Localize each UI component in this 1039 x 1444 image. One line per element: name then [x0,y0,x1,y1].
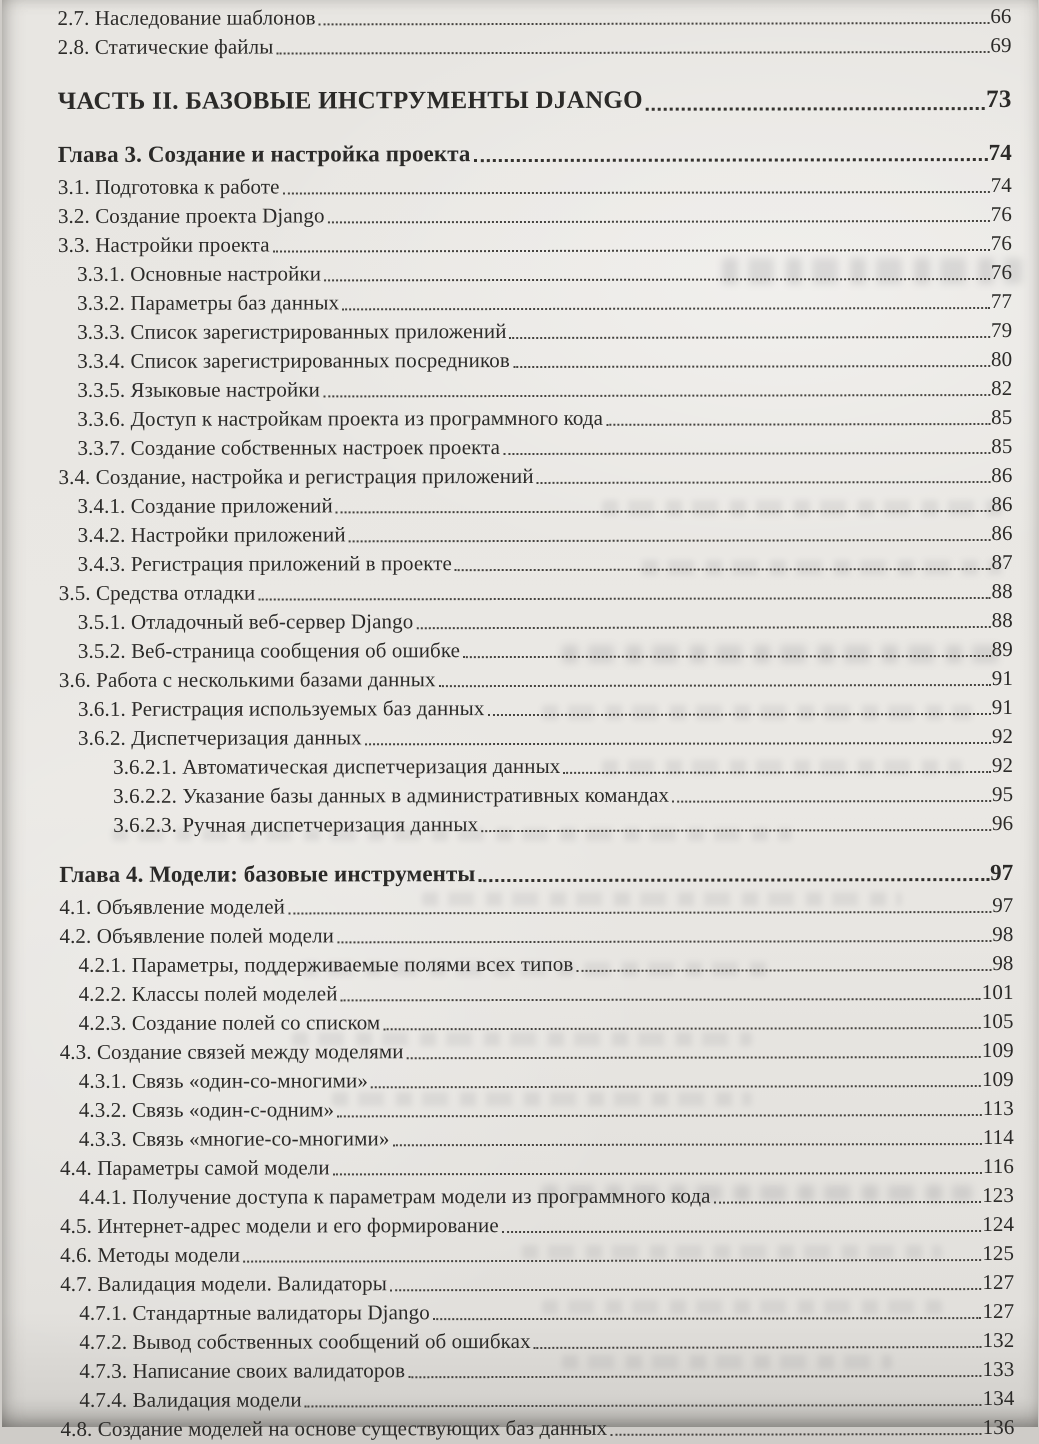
toc-entry-page: 134 [982,1385,1014,1411]
dot-leader [370,1085,980,1088]
dot-leader [327,220,989,223]
dot-leader [342,307,990,310]
toc-entry [58,490,1012,521]
toc-entry-page: 97 [989,859,1013,886]
toc-entry-label: 4.2.2. Классы полей моделей [78,981,338,1006]
toc-entry-label: 3.6.2.3. Ручная диспетчеризация данных [112,812,478,837]
dot-leader [432,1317,981,1320]
toc-entry-label: 4.2.1. Параметры, поддерживаемые полями всех типов [77,951,573,977]
dot-leader [322,394,989,397]
toc-entry [59,1036,1013,1067]
toc-entry [58,664,1012,695]
toc-entry-page: 96 [991,810,1013,836]
dot-leader [406,1056,980,1059]
toc-entry-page: 82 [990,375,1012,401]
toc-entry [59,780,1013,811]
toc-entry [58,606,1012,637]
toc-entry-page: 80 [990,346,1012,372]
toc-entry-label: 4.3.1. Связь «один-со-многими» [78,1068,368,1093]
toc-entry-label: 3.6.2.1. Автоматическая диспетчеризация данных [112,753,560,779]
toc-entry-page: 86 [990,491,1013,517]
dot-leader [473,158,987,162]
toc-entry-label: 3.4.2. Настройки приложений [77,522,346,547]
dot-leader [318,22,989,25]
dot-leader [610,1433,981,1436]
toc-entry-page: 114 [982,1124,1014,1150]
dot-leader [389,1288,980,1291]
toc-entry-label: 3.5.2. Веб-страница сообщения об ошибке [77,638,460,663]
toc-entry-page: 92 [991,752,1013,778]
toc-entry-label: 4.7.2. Вывод собственных сообщений об ошибках [78,1328,531,1354]
toc-entry [60,1413,1014,1444]
toc-entry-label: 3.5.1. Отладочный веб-сервер Django [77,609,413,634]
toc-entry-page: 127 [981,1298,1014,1324]
toc-entry-page: 132 [981,1327,1014,1353]
dot-leader [364,742,990,745]
toc-entry [59,891,1013,922]
toc-entry-page: 125 [981,1240,1014,1266]
toc-entry-label: 3.2. Создание проекта Django [57,203,325,228]
toc-entry-label: Глава 3. Создание и настройка проекта [57,141,471,167]
toc-entry-label: 3.3.6. Доступ к настройкам проекта из программного кода [76,405,603,431]
toc-entry [60,1384,1014,1415]
dot-leader [576,969,991,972]
dot-leader [288,911,991,914]
toc-entry [59,751,1013,782]
toc-entry-label: 3.3.3. Список зарегистрированных приложений [76,319,507,344]
toc-entry-page: 105 [981,1008,1014,1034]
toc-entry-label: 2.7. Наследование шаблонов [57,5,316,30]
toc-entry-page: 109 [981,1037,1014,1063]
toc-entry-page: 76 [990,259,1012,285]
toc-entry [57,136,1011,171]
dot-leader [416,626,990,629]
toc-entry-page: 88 [990,578,1013,604]
dot-leader [487,713,990,716]
toc-entry [59,1152,1013,1183]
dot-leader [478,878,989,882]
toc-entry [58,548,1012,579]
toc-entry [59,978,1013,1009]
toc-entry-page: 73 [985,85,1012,114]
toc-entry [58,635,1012,666]
toc-entry-label: 4.4. Параметры самой модели [59,1155,330,1180]
toc-entry-page: 98 [991,921,1013,947]
toc-entry-label: 4.8. Создание моделей на основе существующих баз данных [59,1415,607,1441]
dot-leader [348,539,990,542]
toc-entry [59,1123,1013,1154]
toc-entry-page: 124 [981,1211,1014,1237]
toc-entry-label: 3.6. Работа с несколькими базами данных [58,667,436,692]
toc-entry-page: 123 [981,1182,1014,1208]
dot-leader [272,249,989,253]
toc-entry-label: 2.8. Статические файлы [57,34,273,59]
toc-entry [59,722,1013,753]
toc-entry [58,345,1012,376]
toc-entry [60,1239,1014,1270]
toc-entry [60,1297,1014,1328]
toc-entry [57,229,1011,260]
dot-leader [337,940,991,943]
toc-entry-page: 97 [991,892,1013,918]
dot-leader [335,510,990,513]
dot-leader [340,998,980,1001]
toc-entry-label: 3.3.1. Основные настройки [76,261,321,286]
toc-entry [57,31,1011,62]
toc-entry-page: 87 [990,549,1013,575]
toc-entry-page: 76 [990,201,1012,227]
toc-entry-label: 4.5. Интернет-адрес модели и его формирование [59,1213,499,1238]
toc-entry-label: 3.1. Подготовка к работе [57,174,280,199]
dot-leader [481,829,991,832]
toc-entry [58,461,1012,492]
toc-entry-label: 4.3. Создание связей между моделями [59,1039,404,1064]
toc-entry [60,1210,1014,1241]
toc-entry-page: 133 [982,1356,1014,1382]
dot-leader [304,1404,981,1407]
toc-entry [58,577,1012,608]
toc-entry-label: 4.1. Объявление моделей [58,894,285,919]
toc-entry-page: 76 [990,230,1012,256]
toc-entry-page: 98 [991,950,1014,976]
dot-leader [512,365,989,368]
toc-entry-label: 4.3.2. Связь «один-с-одним» [78,1097,334,1122]
dot-leader [438,684,990,687]
toc-entry-label: 3.3.2. Параметры баз данных [76,290,339,315]
toc-entry [58,432,1012,463]
toc-entry [59,1181,1013,1212]
toc-entry-page: 127 [981,1269,1014,1295]
toc-entry-page: 116 [982,1153,1014,1179]
toc-entry [58,403,1012,434]
dot-leader [337,1114,982,1117]
toc-entry [60,1326,1014,1357]
toc-entry [58,287,1012,318]
toc-entry [57,171,1011,202]
toc-entry-label: 4.4.1. Получение доступа к параметрам модели из программного кода [78,1183,711,1209]
toc-entry [59,949,1013,980]
toc-entry-page: 85 [990,433,1012,459]
toc-entry-label: 4.2. Объявление полей модели [58,923,334,948]
dot-leader [536,481,990,484]
toc-entry-label: 4.7. Валидация модели. Валидаторы [59,1271,387,1296]
dot-leader [276,51,989,54]
toc-entry [58,316,1012,347]
toc-entry-page: 69 [989,32,1012,58]
toc-entry [59,920,1013,951]
dot-leader [672,800,991,803]
toc-entry-page: 66 [989,3,1012,29]
toc-entry-label: 3.5. Средства отладки [58,580,255,605]
toc-entry [59,1007,1013,1038]
toc-entry-label: ЧАСТЬ II. БАЗОВЫЕ ИНСТРУМЕНТЫ DJANGO [57,86,643,115]
toc-entry-label: Глава 4. Модели: базовые инструменты [58,861,475,887]
toc-entry-page: 113 [982,1095,1014,1121]
toc-entry-page: 79 [990,317,1012,343]
toc-entry-label: 4.7.3. Написание своих валидаторов [78,1358,405,1383]
toc-entry-label: 3.6.1. Регистрация используемых баз данных [77,696,485,721]
toc-entry [59,809,1013,840]
toc-entry [60,1268,1014,1299]
toc-entry-page: 89 [991,636,1013,662]
toc-entry [60,1355,1014,1386]
dot-leader [243,1259,981,1263]
toc-entry-page: 92 [991,723,1013,749]
toc-entry-page: 85 [990,404,1012,430]
toc-entry-label: 4.3.3. Связь «многие-со-многими» [78,1126,389,1151]
toc-entry-label: 3.6.2. Диспетчеризация данных [77,725,362,750]
toc-entry-label: 3.4.1. Создание приложений [77,493,333,518]
toc-entry [57,200,1011,231]
toc-entry-page: 91 [991,694,1013,720]
toc-entry [59,1094,1013,1125]
toc-entry [58,519,1012,550]
dot-leader [606,423,990,426]
toc-entry-page: 88 [991,607,1013,633]
toc-entry-label: 4.2.3. Создание полей со списком [78,1010,380,1035]
dot-leader [463,655,991,658]
dot-leader [645,107,984,111]
toc-entry-page: 109 [981,1066,1014,1092]
scanned-toc-page [2,0,1038,1441]
toc-entry-label: 3.3.7. Создание собственных настроек проекта [76,435,500,460]
toc-entry-label: 4.7.4. Валидация модели [78,1387,302,1412]
dot-leader [383,1027,981,1030]
dot-leader [509,336,989,339]
toc-entry-label: 3.3. Настройки проекта [57,232,270,257]
dot-leader [503,452,990,455]
toc-entry-label: 3.4.3. Регистрация приложений в проекте [77,551,452,576]
dot-leader [501,1230,981,1233]
toc-entry-page: 74 [990,172,1012,198]
toc-entry [58,693,1012,724]
toc-entry-label: 3.3.5. Языковые настройки [76,377,320,402]
toc-entry-label: 3.4. Создание, настройка и регистрация приложений [57,463,534,489]
dot-leader [324,278,990,281]
toc-entry-label: 3.6.2.2. Указание базы данных в административных командах [112,782,669,808]
toc-entry-page: 101 [981,979,1014,1005]
toc-entry-page: 91 [991,665,1013,691]
toc-entry [59,1065,1013,1096]
toc-entry [57,82,1011,120]
dot-leader [533,1346,981,1349]
toc-entry-page: 86 [990,462,1013,488]
toc-entry-page: 77 [990,288,1012,314]
dot-leader [408,1375,981,1378]
toc-entry [58,258,1012,289]
dot-leader [713,1201,981,1204]
toc-entry-page: 86 [990,520,1013,546]
toc-entry-label: 3.3.4. Список зарегистрированных посредников [76,348,510,373]
toc-entry [57,2,1011,33]
dot-leader [563,771,991,774]
toc-entry-page: 74 [988,139,1012,166]
dot-leader [392,1143,981,1146]
dot-leader [454,568,990,571]
dot-leader [258,597,990,601]
dot-leader [332,1172,981,1175]
toc-entry-label: 4.7.1. Стандартные валидаторы Django [78,1300,430,1325]
toc-entry-label: 4.6. Методы модели [59,1242,240,1267]
toc-entry-page: 136 [982,1414,1015,1440]
toc-entry [58,374,1012,405]
toc-entry-page: 95 [991,781,1013,807]
dot-leader [282,191,989,194]
toc-entry [59,856,1013,891]
